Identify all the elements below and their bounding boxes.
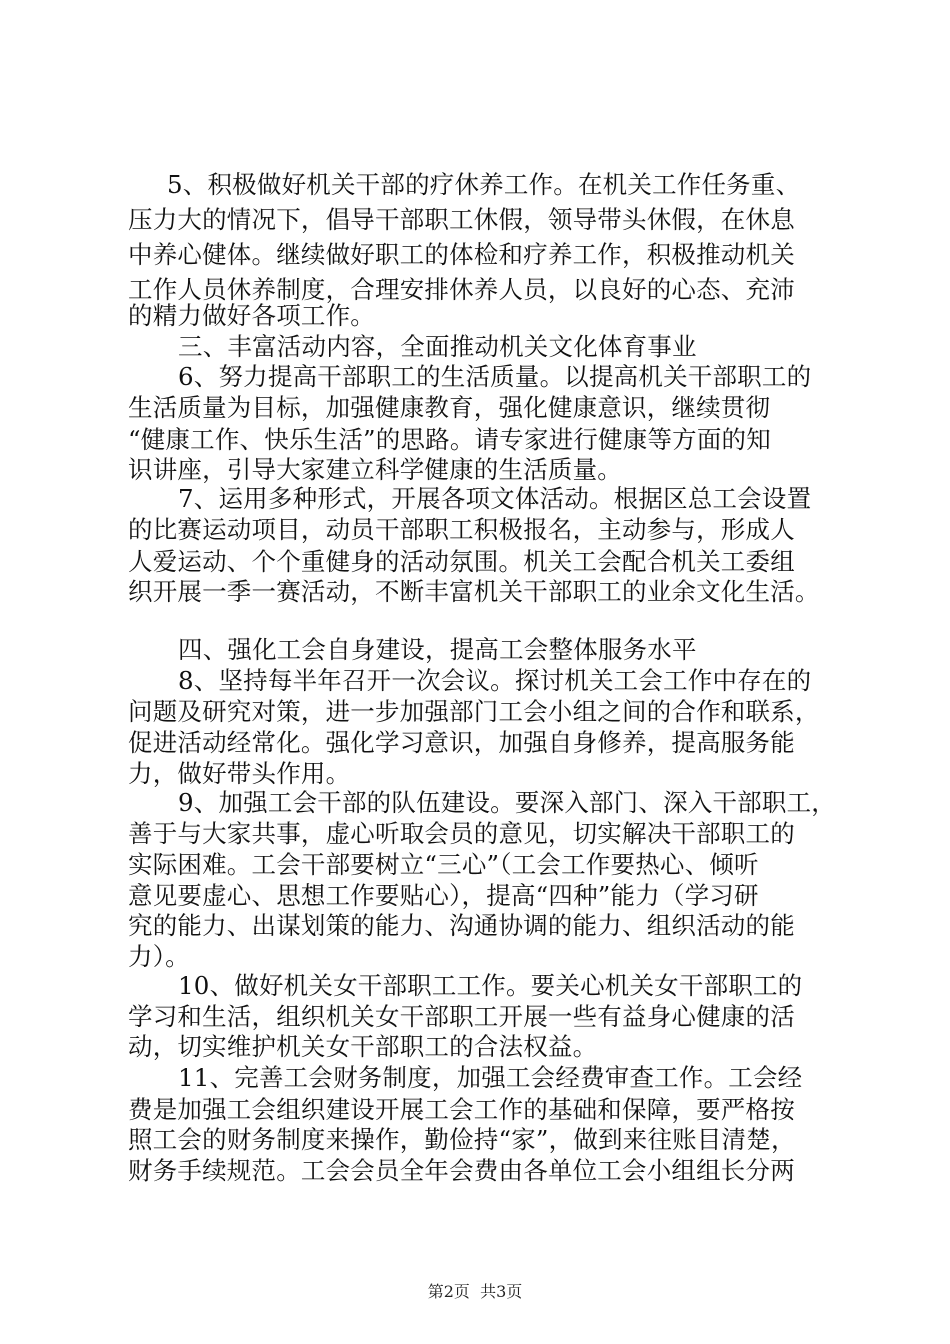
paragraph-10-line-1: 10、做好机关女干部职工工作。要关心机关女干部职工的 xyxy=(178,971,803,1000)
paragraph-9-line-5: 究的能力、出谋划策的能力、沟通协调的能力、组织活动的能 xyxy=(128,911,795,940)
paragraph-7-line-2: 的比赛运动项目，动员干部职工积极报名，主动参与，形成人 xyxy=(128,515,795,544)
page-footer xyxy=(0,1282,950,1302)
section-heading-4: 四、强化工会自身建设，提高工会整体服务水平 xyxy=(178,635,697,664)
paragraph-6-line-1: 6、努力提高干部职工的生活质量。以提高机关干部职工的 xyxy=(178,362,812,391)
paragraph-5-line-1: 5、积极做好机关干部的疗休养工作。在机关工作任务重、 xyxy=(167,170,801,199)
paragraph-5-line-5: 的精力做好各项工作。 xyxy=(128,301,375,330)
paragraph-6-line-4: 识讲座，引导大家建立科学健康的生活质量。 xyxy=(128,455,622,484)
paragraph-9-line-1: 9、加强工会干部的队伍建设。要深入部门、深入干部职工， xyxy=(178,788,836,817)
paragraph-9-line-3: 实际困难。工会干部要树立“三心”（工会工作要热心、倾听 xyxy=(128,850,759,879)
paragraph-5-line-2: 压力大的情况下，倡导干部职工休假，领导带头休假，在休息 xyxy=(128,205,795,234)
paragraph-7-line-3: 人爱运动、个个重健身的活动氛围。机关工会配合机关工委组 xyxy=(128,547,795,576)
paragraph-7-line-4: 织开展一季一赛活动，不断丰富机关干部职工的业余文化生活。 xyxy=(128,577,820,606)
paragraph-9-line-6: 力）。 xyxy=(128,942,190,971)
paragraph-5-line-4: 工作人员休养制度，合理安排休养人员，以良好的心态、充沛 xyxy=(128,275,795,304)
section-heading-3: 三、丰富活动内容，全面推动机关文化体育事业 xyxy=(178,332,697,361)
paragraph-8-line-4: 力，做好带头作用。 xyxy=(128,759,351,788)
paragraph-10-line-3: 动，切实维护机关女干部职工的合法权益。 xyxy=(128,1032,598,1061)
page-number-label: 第2页 共3页 xyxy=(427,1282,523,1301)
paragraph-5-line-3: 中养心健体。继续做好职工的体检和疗养工作，积极推动机关 xyxy=(128,240,795,269)
paragraph-11-line-2: 费是加强工会组织建设开展工会工作的基础和保障，要严格按 xyxy=(128,1095,795,1124)
paragraph-8-line-2: 问题及研究对策，进一步加强部门工会小组之间的合作和联系， xyxy=(128,697,820,726)
paragraph-7-line-1: 7、运用多种形式，开展各项文体活动。根据区总工会设置 xyxy=(178,484,812,513)
paragraph-11-line-3: 照工会的财务制度来操作，勤俭持“家”，做到来往账目清楚， xyxy=(128,1125,796,1154)
paragraph-11-line-1: 11、完善工会财务制度，加强工会经费审查工作。工会经 xyxy=(178,1063,803,1092)
paragraph-6-line-2: 生活质量为目标，加强健康教育，强化健康意识，继续贯彻 xyxy=(128,393,771,422)
paragraph-8-line-1: 8、坚持每半年召开一次会议。探讨机关工会工作中存在的 xyxy=(178,666,812,695)
paragraph-8-line-3: 促进活动经常化。强化学习意识，加强自身修养，提高服务能 xyxy=(128,728,795,757)
paragraph-9-line-2: 善于与大家共事，虚心听取会员的意见，切实解决干部职工的 xyxy=(128,819,795,848)
paragraph-6-line-3: “健康工作、快乐生活”的思路。请专家进行健康等方面的知 xyxy=(128,425,771,454)
paragraph-11-line-4: 财务手续规范。工会会员全年会费由各单位工会小组组长分两 xyxy=(128,1156,795,1185)
paragraph-9-line-4: 意见要虚心、思想工作要贴心），提高“四种”能力（学习研 xyxy=(128,881,759,910)
paragraph-10-line-2: 学习和生活，组织机关女干部职工开展一些有益身心健康的活 xyxy=(128,1002,795,1031)
